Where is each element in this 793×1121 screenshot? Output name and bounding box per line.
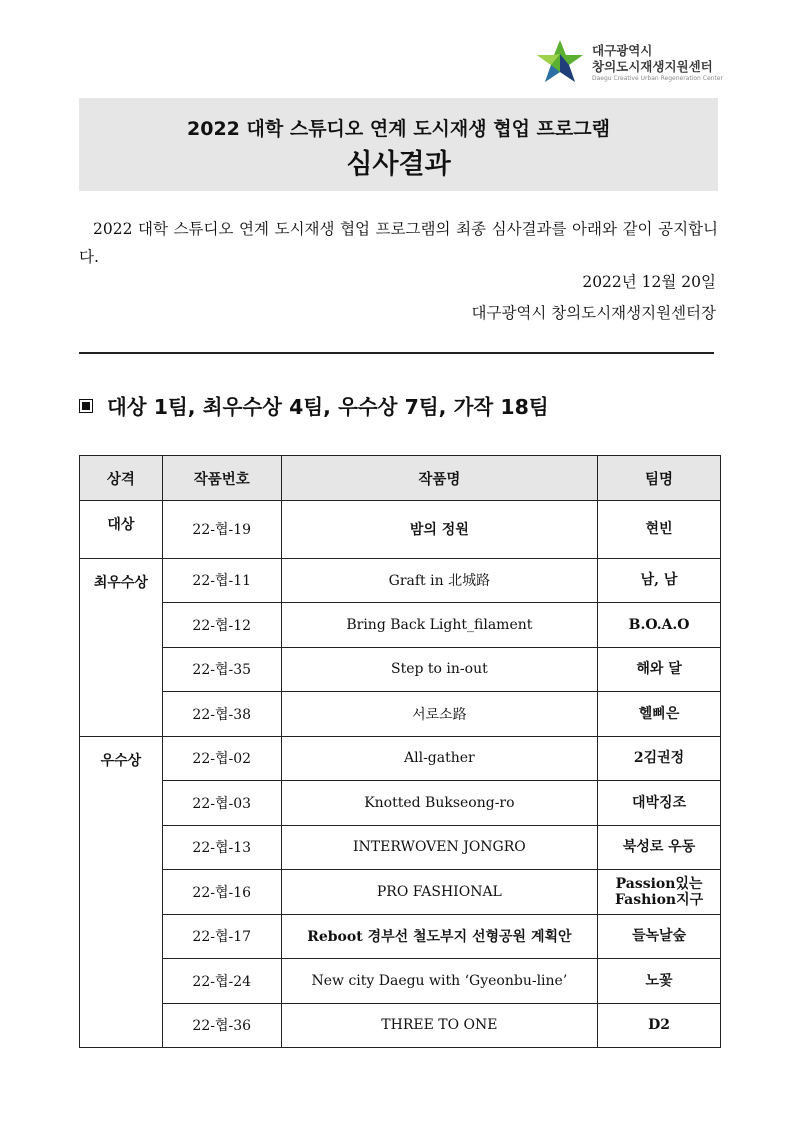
logo-text-english: Daegu Creative Urban Regeneration Center bbox=[592, 75, 723, 82]
team-name-cell: 헬삐은 bbox=[598, 692, 721, 737]
header-entry-title: 작품명 bbox=[281, 456, 598, 501]
team-name-cell: 들녹날숲 bbox=[598, 914, 721, 959]
table-row bbox=[80, 870, 721, 915]
entry-number-cell: 22-협-02 bbox=[162, 736, 281, 781]
entry-number-cell: 22-협-24 bbox=[162, 959, 281, 1004]
table-row bbox=[80, 692, 721, 737]
entry-number-cell: 22-협-03 bbox=[162, 781, 281, 826]
center-logo bbox=[534, 36, 724, 92]
entry-number-cell: 22-협-11 bbox=[162, 558, 281, 603]
page-title: 2022 대학 스튜디오 연계 도시재생 협업 프로그램 bbox=[187, 118, 610, 140]
team-name-cell: Passion있는 Fashion지구 bbox=[598, 870, 721, 915]
team-name-cell: B.O.A.O bbox=[598, 603, 721, 648]
table-row bbox=[80, 1003, 721, 1048]
entry-title-cell: Step to in-out bbox=[281, 647, 598, 692]
entry-number-cell: 22-협-35 bbox=[162, 647, 281, 692]
logo-text-center: 창의도시재생지원센터 bbox=[592, 59, 713, 74]
page-subtitle: 심사결과 bbox=[346, 149, 451, 180]
award-cell: 최우수상 bbox=[80, 558, 163, 736]
entry-title-cell: PRO FASHIONAL bbox=[281, 870, 598, 915]
results-table bbox=[79, 455, 721, 1048]
entry-title-cell: INTERWOVEN JONGRO bbox=[281, 825, 598, 870]
logo-text-city: 대구광역시 bbox=[592, 43, 653, 58]
table-row bbox=[80, 959, 721, 1004]
award-cell: 우수상 bbox=[80, 736, 163, 1048]
table-row bbox=[80, 736, 721, 781]
section-heading-text: 대상 1팀, 최우수상 4팀, 우수상 7팀, 가작 18팀 bbox=[107, 395, 549, 419]
team-name-cell: 노꽃 bbox=[598, 959, 721, 1004]
table-row bbox=[80, 914, 721, 959]
table-row bbox=[80, 825, 721, 870]
star-logo-icon bbox=[534, 38, 586, 88]
header-team-name: 팀명 bbox=[598, 456, 721, 501]
entry-title-cell: All-gather bbox=[281, 736, 598, 781]
entry-number-cell: 22-협-38 bbox=[162, 692, 281, 737]
entry-title-cell: THREE TO ONE bbox=[281, 1003, 598, 1048]
team-name-cell: D2 bbox=[598, 1003, 721, 1048]
entry-title-cell: Bring Back Light_filament bbox=[281, 603, 598, 648]
entry-number-cell: 22-협-36 bbox=[162, 1003, 281, 1048]
entry-title-cell: 서로소路 bbox=[281, 692, 598, 737]
team-name-cell: 대박징조 bbox=[598, 781, 721, 826]
team-name-cell: 해와 달 bbox=[598, 647, 721, 692]
entry-title-cell: 밤의 정원 bbox=[281, 501, 598, 559]
intro-paragraph: 2022 대학 스튜디오 연계 도시재생 협업 프로그램의 최종 심사결과를 아래와 같이 공지합니다. bbox=[79, 220, 718, 266]
header-award: 상격 bbox=[80, 456, 163, 501]
table-header-row bbox=[80, 456, 721, 501]
entry-title-cell: Reboot 경부선 철도부지 선형공원 계획안 bbox=[281, 914, 598, 959]
table-row bbox=[80, 781, 721, 826]
team-name-cell: 2김권정 bbox=[598, 736, 721, 781]
entry-title-cell: Graft in 北城路 bbox=[281, 558, 598, 603]
notice-issuer: 대구광역시 창의도시재생지원센터장 bbox=[471, 304, 716, 322]
title-banner bbox=[79, 98, 718, 191]
table-row bbox=[80, 558, 721, 603]
table-row bbox=[80, 603, 721, 648]
entry-number-cell: 22-협-12 bbox=[162, 603, 281, 648]
entry-title-cell: Knotted Bukseong-ro bbox=[281, 781, 598, 826]
square-bullet-icon bbox=[79, 399, 93, 413]
team-name-cell: 현빈 bbox=[598, 501, 721, 559]
header-entry-number: 작품번호 bbox=[162, 456, 281, 501]
table-row bbox=[80, 647, 721, 692]
entry-number-cell: 22-협-17 bbox=[162, 914, 281, 959]
team-name-cell: 남, 남 bbox=[598, 558, 721, 603]
notice-date: 2022년 12월 20일 bbox=[582, 273, 716, 291]
divider-line bbox=[79, 352, 714, 354]
team-name-cell: 북성로 우동 bbox=[598, 825, 721, 870]
entry-title-cell: New city Daegu with ‘Gyeonbu-line’ bbox=[281, 959, 598, 1004]
entry-number-cell: 22-협-13 bbox=[162, 825, 281, 870]
section-heading bbox=[79, 390, 549, 420]
entry-number-cell: 22-협-19 bbox=[162, 501, 281, 559]
entry-number-cell: 22-협-16 bbox=[162, 870, 281, 915]
table-row bbox=[80, 501, 721, 559]
award-cell: 대상 bbox=[80, 501, 163, 559]
